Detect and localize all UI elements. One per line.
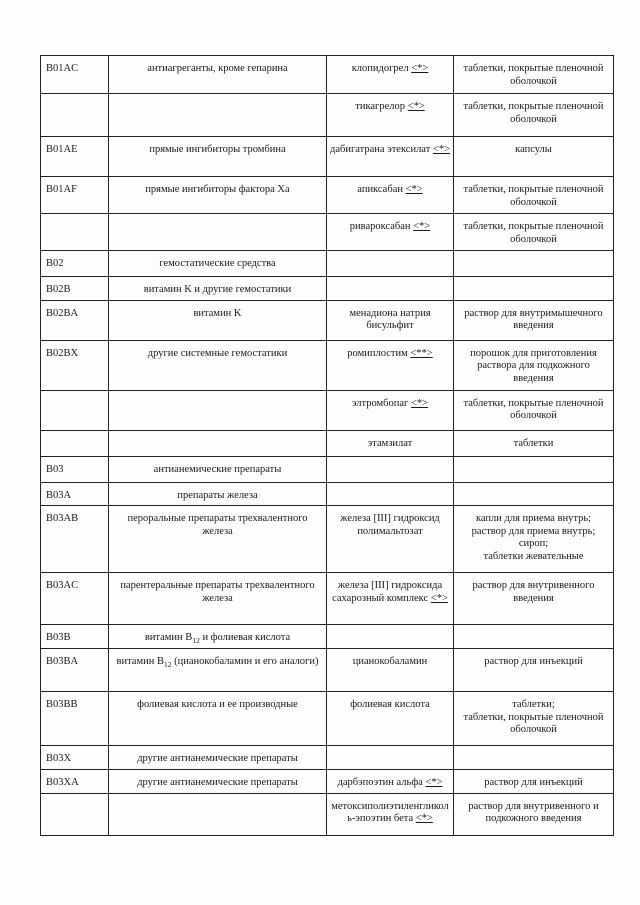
footnote-marker: <*> — [432, 144, 451, 155]
atc-code-cell: B03AC — [41, 573, 109, 625]
drug-name-cell — [327, 456, 454, 482]
footnote-marker: <**> — [410, 347, 433, 359]
drug-name-cell — [327, 277, 454, 301]
anatomical-therapeutic-group-cell — [109, 277, 327, 301]
drug-name-cell — [327, 769, 454, 793]
dosage-form-cell — [454, 137, 614, 177]
atc-code-cell — [41, 430, 109, 456]
drug-name: тикагрелор — [355, 101, 406, 112]
dosage-form-line: таблетки — [513, 437, 554, 449]
drug-name: метоксиполиэтиленгликоль-эпоэтин бета — [331, 800, 449, 824]
drug-list-body — [41, 56, 614, 836]
group-text: прямые ингибиторы тромбина — [149, 144, 286, 155]
atc-code-cell — [41, 94, 109, 137]
table-row — [41, 456, 614, 482]
drug-name-cell — [327, 649, 454, 692]
dosage-form-cell — [454, 506, 614, 573]
dosage-form-cell — [454, 456, 614, 482]
anatomical-therapeutic-group-cell — [109, 340, 327, 390]
drug-name-cell — [327, 251, 454, 277]
atc-code-cell: B03B — [41, 625, 109, 649]
anatomical-therapeutic-group-cell — [109, 300, 327, 340]
dosage-form-cell — [454, 692, 614, 746]
anatomical-therapeutic-group-cell — [109, 625, 327, 649]
table-row — [41, 94, 614, 137]
anatomical-therapeutic-group-cell — [109, 94, 327, 137]
drug-name-cell — [327, 137, 454, 177]
dosage-form-line: раствор для внутривенного введения — [472, 580, 595, 604]
dosage-form-line: таблетки, покрытые пленочной оболочкой — [463, 221, 604, 245]
drug-name-cell — [327, 625, 454, 649]
anatomical-therapeutic-group-cell — [109, 251, 327, 277]
dosage-form-cell — [454, 573, 614, 625]
dosage-form-cell — [454, 214, 614, 251]
drug-name: фолиевая кислота — [350, 699, 430, 710]
table-row — [41, 177, 614, 214]
group-text: витамин K — [193, 307, 242, 319]
group-text: препараты железа — [177, 489, 258, 501]
drug-name: железа [III] гидроксид полимальтозат — [340, 513, 440, 537]
drug-name: апиксабан — [357, 184, 403, 195]
dosage-form-line: таблетки жевательные — [483, 550, 584, 562]
drug-name-cell — [327, 390, 454, 430]
footnote-marker: <*> — [410, 397, 429, 409]
dosage-form-cell — [454, 793, 614, 835]
drug-name: клопидогрел — [351, 63, 409, 74]
atc-code-cell: B02BX — [41, 340, 109, 390]
table-row — [41, 137, 614, 177]
dosage-form-line: таблетки, покрытые пленочной оболочкой — [463, 397, 604, 421]
dosage-form-line: порошок для приготовления раствора для подкожного введения — [470, 347, 597, 384]
table-row — [41, 649, 614, 692]
group-text: антиагреганты, кроме гепарина — [147, 63, 288, 74]
dosage-form-line: таблетки; — [512, 699, 555, 710]
dosage-form-line: сироп; — [518, 538, 549, 549]
atc-code-cell: B03AB — [41, 506, 109, 573]
atc-code-cell: B03X — [41, 746, 109, 770]
dosage-form-line: раствор для инъекций — [484, 776, 583, 788]
footnote-marker: <*> — [405, 184, 423, 195]
dosage-form-line: раствор для приема внутрь; — [471, 525, 596, 537]
dosage-form-cell — [454, 430, 614, 456]
group-text: гемостатические средства — [159, 258, 276, 269]
group-text: прямые ингибиторы фактора Ха — [145, 184, 290, 195]
drug-name-cell — [327, 430, 454, 456]
group-text: антианемические препараты — [153, 463, 282, 475]
drug-name-cell — [327, 177, 454, 214]
atc-code-cell: B03XA — [41, 769, 109, 793]
table-row — [41, 390, 614, 430]
dosage-form-cell — [454, 277, 614, 301]
dosage-form-cell — [454, 746, 614, 770]
group-text: витамин K и другие гемостатики — [143, 284, 292, 295]
footnote-marker: <*> — [415, 813, 433, 824]
drug-name-cell — [327, 94, 454, 137]
atc-code-cell: B03BA — [41, 649, 109, 692]
table-row — [41, 482, 614, 506]
atc-code-cell — [41, 793, 109, 835]
drug-name-cell — [327, 214, 454, 251]
anatomical-therapeutic-group-cell — [109, 649, 327, 692]
anatomical-therapeutic-group-cell — [109, 177, 327, 214]
footnote-marker: <*> — [430, 592, 448, 604]
dosage-form-cell — [454, 251, 614, 277]
anatomical-therapeutic-group-cell — [109, 430, 327, 456]
anatomical-therapeutic-group-cell — [109, 137, 327, 177]
atc-code-cell — [41, 390, 109, 430]
anatomical-therapeutic-group-cell — [109, 456, 327, 482]
dosage-form-cell — [454, 390, 614, 430]
table-row — [41, 625, 614, 649]
drug-name: цианокобаламин — [352, 656, 428, 667]
anatomical-therapeutic-group-cell — [109, 746, 327, 770]
dosage-form-line: раствор для инъекций — [484, 656, 583, 667]
footnote-marker: <*> — [413, 221, 431, 232]
footnote-marker: <*> — [425, 776, 443, 788]
dosage-form-cell — [454, 649, 614, 692]
atc-code-cell: B03 — [41, 456, 109, 482]
dosage-form-line: раствор для внутривенного и подкожного введения — [468, 800, 599, 824]
table-row — [41, 692, 614, 746]
group-text: пероральные препараты трехвалентного железа — [127, 513, 308, 537]
table-row — [41, 746, 614, 770]
table-row — [41, 573, 614, 625]
atc-code-cell: B02BA — [41, 300, 109, 340]
atc-code-cell — [41, 214, 109, 251]
table-row — [41, 506, 614, 573]
table-row — [41, 793, 614, 835]
dosage-form-line: таблетки, покрытые пленочной оболочкой — [463, 63, 604, 87]
anatomical-therapeutic-group-cell — [109, 793, 327, 835]
dosage-form-cell — [454, 56, 614, 94]
dosage-form-line: капсулы — [515, 144, 552, 155]
dosage-form-cell — [454, 482, 614, 506]
table-row — [41, 769, 614, 793]
dosage-form-line: таблетки, покрытые пленочной оболочкой — [463, 711, 604, 735]
drug-name-cell — [327, 300, 454, 340]
drug-name-cell — [327, 56, 454, 94]
atc-code-cell: B02 — [41, 251, 109, 277]
drug-list-table — [40, 55, 614, 836]
anatomical-therapeutic-group-cell — [109, 692, 327, 746]
anatomical-therapeutic-group-cell — [109, 573, 327, 625]
drug-name: этамзилат — [367, 437, 413, 449]
group-text: другие антианемические препараты — [137, 776, 298, 788]
anatomical-therapeutic-group-cell — [109, 214, 327, 251]
anatomical-therapeutic-group-cell — [109, 506, 327, 573]
drug-name-cell — [327, 573, 454, 625]
drug-name-cell — [327, 482, 454, 506]
table-row — [41, 251, 614, 277]
dosage-form-line: таблетки, покрытые пленочной оболочкой — [463, 184, 604, 208]
group-text: фолиевая кислота и ее производные — [137, 699, 298, 710]
atc-code-cell: B01AC — [41, 56, 109, 94]
table-row — [41, 277, 614, 301]
drug-name-cell — [327, 340, 454, 390]
table-row — [41, 300, 614, 340]
drug-name-cell — [327, 793, 454, 835]
dosage-form-cell — [454, 625, 614, 649]
drug-name: ривароксабан — [349, 221, 411, 232]
table-row — [41, 340, 614, 390]
group-text: витамин $B_{12}$ и фолиевая кислота — [144, 632, 291, 646]
drug-name: железа [III] гидроксида сахарозный комплекс — [332, 580, 443, 604]
anatomical-therapeutic-group-cell — [109, 56, 327, 94]
drug-name: ромиплостим — [347, 347, 408, 359]
drug-name: менадиона натрия бисульфит — [349, 307, 431, 331]
anatomical-therapeutic-group-cell — [109, 769, 327, 793]
drug-name-cell — [327, 692, 454, 746]
atc-code-cell: B01AE — [41, 137, 109, 177]
atc-code-cell: B03A — [41, 482, 109, 506]
table-row — [41, 214, 614, 251]
dosage-form-line: таблетки, покрытые пленочной оболочкой — [463, 101, 604, 125]
group-text: другие системные гемостатики — [147, 347, 288, 359]
table-row — [41, 56, 614, 94]
footnote-marker: <*> — [407, 101, 425, 112]
group-text: витамин $B_{12}$ (цианокобаламин и его аналоги) — [116, 656, 319, 670]
atc-code-cell: B01AF — [41, 177, 109, 214]
dosage-form-cell — [454, 94, 614, 137]
atc-code-cell: B02B — [41, 277, 109, 301]
drug-name: дарбэпоэтин альфа — [337, 776, 423, 788]
footnote-marker: <*> — [411, 63, 429, 74]
drug-name-cell — [327, 506, 454, 573]
anatomical-therapeutic-group-cell — [109, 390, 327, 430]
group-text: другие антианемические препараты — [137, 753, 298, 764]
drug-name: дабигатрана этексилат — [330, 144, 431, 155]
group-text: парентеральные препараты трехвалентного железа — [120, 580, 315, 604]
atc-code-cell: B03BB — [41, 692, 109, 746]
dosage-form-cell — [454, 769, 614, 793]
drug-name-cell — [327, 746, 454, 770]
table-row — [41, 430, 614, 456]
dosage-form-cell — [454, 340, 614, 390]
dosage-form-line: раствор для внутримышечного введения — [464, 307, 603, 331]
dosage-form-cell — [454, 177, 614, 214]
dosage-form-line: капли для приема внутрь; — [475, 513, 592, 524]
anatomical-therapeutic-group-cell — [109, 482, 327, 506]
drug-name: элтромбопаг — [351, 397, 409, 409]
dosage-form-cell — [454, 300, 614, 340]
